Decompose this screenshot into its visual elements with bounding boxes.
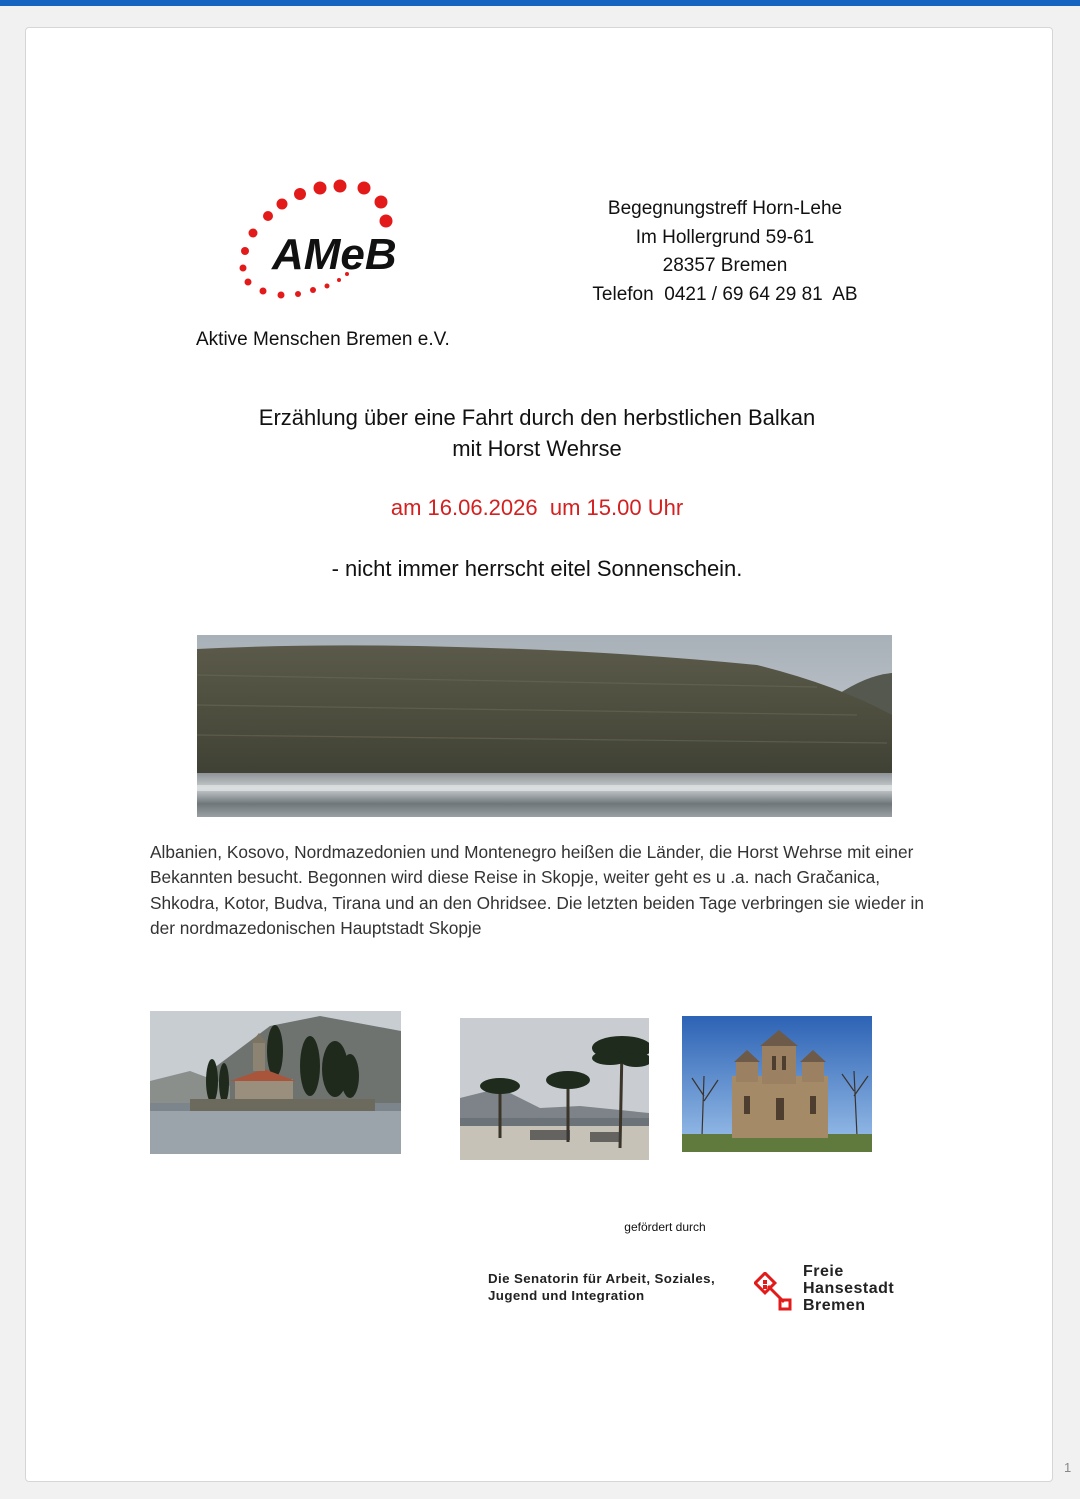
monastery-photo (682, 1016, 872, 1152)
address-line-phone: Telefon 0421 / 69 64 29 81 AB (592, 283, 858, 305)
event-title-line2: mit Horst Wehrse (452, 436, 622, 461)
event-date: am 16.06.2026 um 15.00 Uhr (390, 495, 684, 520)
lake-panorama-photo (197, 635, 892, 817)
senator-line1: Die Senatorin für Arbeit, Soziales, (488, 1271, 716, 1286)
top-accent-bar (0, 0, 1080, 6)
bremen-wordmark-line1: Freie (803, 1263, 844, 1280)
bremen-wordmark (803, 1263, 894, 1314)
event-title (180, 402, 894, 464)
senator-label (488, 1270, 715, 1304)
senator-line2: Jugend und Integration (488, 1288, 645, 1303)
palm-promenade-photo (460, 1018, 649, 1160)
bremen-key-icon (754, 1272, 794, 1312)
address-line-city: 28357 Bremen (662, 255, 788, 276)
page-number: 1 (1064, 1460, 1072, 1475)
bremen-wordmark-line3: Bremen (803, 1297, 866, 1314)
event-motto: - nicht immer herrscht eitel Sonnenschein. (331, 556, 743, 581)
address-block (560, 195, 890, 309)
funded-by-label: gefördert durch (624, 1220, 706, 1234)
event-title-line1: Erzählung über eine Fahrt durch den herbstlichen Balkan (258, 405, 816, 430)
ameb-logo (236, 176, 436, 304)
organization-name: Aktive Menschen Bremen e.V. (196, 329, 450, 350)
island-church-photo (150, 1011, 401, 1154)
logo-text: AMeB (272, 230, 397, 279)
address-line-street: Im Hollergrund 59-61 (635, 226, 815, 248)
description-paragraph: Albanien, Kosovo, Nordmazedonien und Montenegro heißen die Länder, die Horst Wehrse mit einer Bekannten besucht. Begonnen wird diese Reise in Skopje, weiter geht es u .a. nach Gračanica, Shkodra, Kotor, Budva, Tirana und an den Ohridsee. Die letzten beiden Tage verbringen sie wieder in der nordmazedonischen Hauptstadt Skopje (150, 842, 924, 938)
address-line-venue: Begegnungstreff Horn-Lehe (607, 198, 843, 219)
bremen-wordmark-line2: Hansestadt (803, 1280, 895, 1297)
